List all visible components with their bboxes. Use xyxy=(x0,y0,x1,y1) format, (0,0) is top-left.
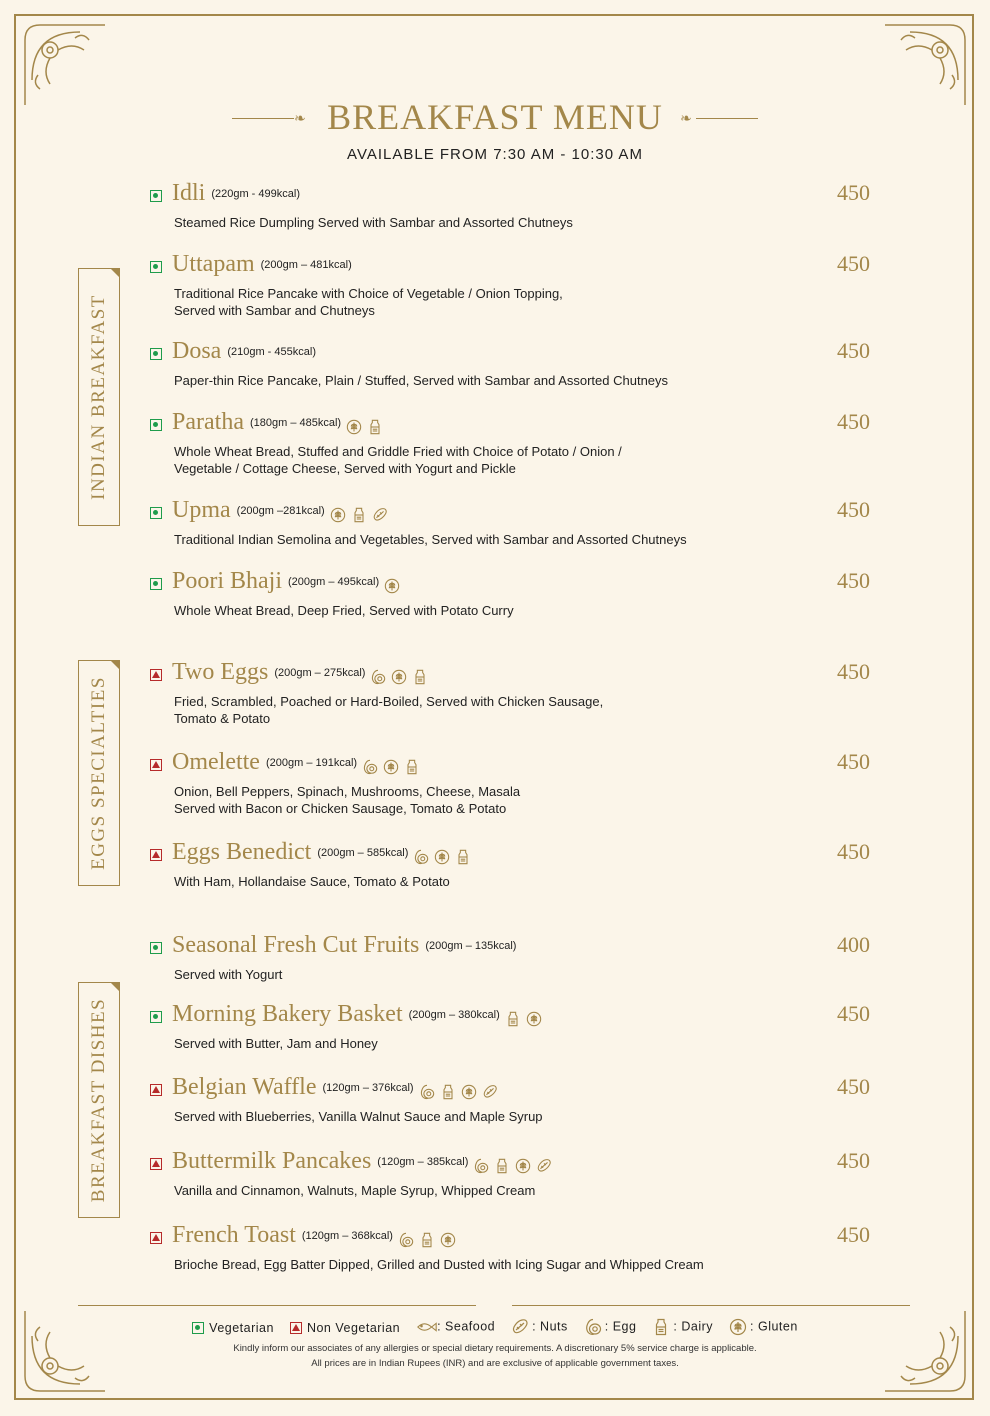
item-portion-kcal: (120gm – 368kcal) xyxy=(301,1230,393,1243)
legend-label: : Dairy xyxy=(673,1319,714,1334)
item-price: 450 xyxy=(837,659,870,684)
item-description: Traditional Rice Pancake with Choice of Vegetable / Onion Topping, xyxy=(174,286,563,301)
veg-mark-icon xyxy=(150,261,162,273)
item-portion-kcal: (200gm – 275kcal) xyxy=(274,667,366,680)
item-description: Served with Butter, Jam and Honey xyxy=(174,1036,378,1051)
item-title: Buttermilk Pancakes xyxy=(172,1148,372,1174)
egg-icon xyxy=(370,665,386,681)
dairy-icon xyxy=(652,1318,670,1336)
nuts-icon xyxy=(482,1080,498,1096)
item-price: 450 xyxy=(837,1001,870,1026)
legend-dairy xyxy=(652,1318,713,1336)
item-portion-kcal: (200gm – 380kcal) xyxy=(408,1009,500,1022)
item-price: 450 xyxy=(837,749,870,774)
legend-vegetarian xyxy=(192,1320,274,1335)
menu-item-name xyxy=(172,568,400,595)
item-description: Served with Sambar and Chutneys xyxy=(174,303,375,318)
gluten-icon xyxy=(383,755,399,771)
menu-item xyxy=(150,749,870,817)
item-description: With Ham, Hollandaise Sauce, Tomato & Potato xyxy=(174,874,450,889)
legend-label: : Nuts xyxy=(532,1319,568,1334)
menu-item-name xyxy=(172,497,388,524)
item-description: Traditional Indian Semolina and Vegetables, Served with Sambar and Assorted Chutneys xyxy=(174,532,687,547)
legend-label: Vegetarian xyxy=(209,1320,274,1335)
item-description: Onion, Bell Peppers, Spinach, Mushrooms, Cheese, Masala xyxy=(174,784,521,799)
dietary-legend xyxy=(0,1318,990,1336)
item-price: 450 xyxy=(837,180,870,205)
egg-icon xyxy=(473,1154,489,1170)
veg-mark-icon xyxy=(150,578,162,590)
nuts-icon xyxy=(372,503,388,519)
menu-item-name xyxy=(172,409,383,436)
section-tab-breakfast-dishes xyxy=(78,982,120,1218)
legend-label: : Gluten xyxy=(750,1319,798,1334)
egg-icon xyxy=(398,1228,414,1244)
section-label: EGGS SPECIALTIES xyxy=(88,676,109,870)
item-title: Idli xyxy=(172,180,206,206)
item-title: Upma xyxy=(172,497,231,523)
legend-label: : Seafood xyxy=(437,1319,496,1334)
veg-mark-icon xyxy=(150,419,162,431)
item-description: Served with Blueberries, Vanilla Walnut Sauce and Maple Syrup xyxy=(174,1109,543,1124)
menu-item-name xyxy=(172,1148,552,1175)
legend-non-vegetarian xyxy=(290,1320,400,1335)
dairy-icon xyxy=(440,1080,456,1096)
dairy-icon xyxy=(412,665,428,681)
item-price: 450 xyxy=(837,568,870,593)
item-description: Paper-thin Rice Pancake, Plain / Stuffed, Served with Sambar and Assorted Chutneys xyxy=(174,373,669,388)
dairy-icon xyxy=(505,1007,521,1023)
legend-nuts xyxy=(511,1318,568,1336)
dairy-icon xyxy=(351,503,367,519)
menu-item xyxy=(150,251,870,319)
footer-rule-right xyxy=(512,1305,910,1306)
nonveg-mark-icon xyxy=(150,1084,162,1096)
nonveg-mark-icon xyxy=(290,1322,302,1334)
dairy-icon xyxy=(455,845,471,861)
menu-item-name xyxy=(172,251,352,278)
item-title: French Toast xyxy=(172,1222,296,1248)
nonveg-mark-icon xyxy=(150,669,162,681)
menu-item xyxy=(150,932,870,983)
item-title: Omelette xyxy=(172,749,260,775)
gluten-icon xyxy=(330,503,346,519)
menu-item xyxy=(150,409,870,477)
gluten-icon xyxy=(526,1007,542,1023)
item-price: 450 xyxy=(837,251,870,276)
item-portion-kcal: (200gm – 191kcal) xyxy=(265,757,358,770)
menu-item xyxy=(150,1074,870,1125)
item-title: Morning Bakery Basket xyxy=(172,1001,403,1027)
item-description: Steamed Rice Dumpling Served with Sambar and Assorted Chutneys xyxy=(174,215,573,230)
item-price: 450 xyxy=(837,497,870,522)
item-price: 450 xyxy=(837,1222,870,1247)
menu-item xyxy=(150,1148,870,1199)
legend-label: : Egg xyxy=(604,1319,637,1334)
gluten-icon xyxy=(434,845,450,861)
menu-item xyxy=(150,839,870,890)
item-description: Served with Yogurt xyxy=(174,967,283,982)
dairy-icon xyxy=(494,1154,510,1170)
item-portion-kcal: (200gm – 495kcal) xyxy=(288,576,380,589)
item-title: Two Eggs xyxy=(172,659,269,685)
title-ornament-right: ❧ xyxy=(680,110,692,126)
gluten-icon xyxy=(440,1228,456,1244)
section-tab-eggs-specialties xyxy=(78,660,120,886)
item-description: Vanilla and Cinnamon, Walnuts, Maple Syrup, Whipped Cream xyxy=(174,1183,536,1198)
veg-mark-icon xyxy=(150,348,162,360)
section-tab-indian-breakfast xyxy=(78,268,120,526)
item-description: Whole Wheat Bread, Stuffed and Griddle Fried with Choice of Potato / Onion / xyxy=(174,444,622,459)
menu-item-name xyxy=(172,1074,498,1101)
item-portion-kcal: (120gm – 376kcal) xyxy=(322,1082,414,1095)
item-description: Tomato & Potato xyxy=(174,711,271,726)
menu-item xyxy=(150,180,870,231)
item-portion-kcal: (200gm – 585kcal) xyxy=(317,847,409,860)
item-portion-kcal: (180gm – 485kcal) xyxy=(249,417,342,430)
availability-subtitle: AVAILABLE FROM 7:30 AM - 10:30 AM xyxy=(347,146,643,163)
item-title: Seasonal Fresh Cut Fruits xyxy=(172,932,420,958)
nuts-icon xyxy=(511,1318,529,1336)
menu-item-name xyxy=(172,749,420,776)
veg-mark-icon xyxy=(192,1322,204,1334)
egg-icon xyxy=(362,755,378,771)
egg-icon xyxy=(419,1080,435,1096)
gluten-icon xyxy=(729,1318,747,1336)
item-portion-kcal: (220gm - 499kcal) xyxy=(211,188,300,201)
item-title: Belgian Waffle xyxy=(172,1074,317,1100)
item-description: Brioche Bread, Egg Batter Dipped, Grilled and Dusted with Icing Sugar and Whipped Cream xyxy=(174,1257,704,1272)
item-portion-kcal: (200gm – 481kcal) xyxy=(260,259,352,272)
item-price: 450 xyxy=(837,409,870,434)
veg-mark-icon xyxy=(150,190,162,202)
item-price: 450 xyxy=(837,338,870,363)
legend-label: Non Vegetarian xyxy=(306,1320,401,1335)
nonveg-mark-icon xyxy=(150,849,162,861)
nonveg-mark-icon xyxy=(150,759,162,771)
item-title: Paratha xyxy=(172,409,244,435)
item-description: Served with Bacon or Chicken Sausage, Tomato & Potato xyxy=(174,801,507,816)
nuts-icon xyxy=(536,1154,552,1170)
footer-rule-left xyxy=(78,1305,476,1306)
item-title: Dosa xyxy=(172,338,222,364)
item-price: 400 xyxy=(837,932,870,957)
egg-icon xyxy=(413,845,429,861)
menu-item xyxy=(150,497,870,548)
title-ornament-left: ❧ xyxy=(294,110,306,126)
item-description: Vegetable / Cottage Cheese, Served with Yogurt and Pickle xyxy=(174,461,516,476)
legend-egg xyxy=(584,1318,637,1336)
gluten-icon xyxy=(391,665,407,681)
item-price: 450 xyxy=(837,1148,870,1173)
menu-item-name xyxy=(172,659,428,686)
item-price: 450 xyxy=(837,839,870,864)
menu-item xyxy=(150,568,870,619)
item-title: Eggs Benedict xyxy=(172,839,312,865)
dairy-icon xyxy=(419,1228,435,1244)
menu-item-name xyxy=(172,1222,456,1249)
item-title: Uttapam xyxy=(172,251,255,277)
menu-item-name xyxy=(172,839,471,866)
menu-item-name xyxy=(172,1001,542,1028)
gluten-icon xyxy=(461,1080,477,1096)
gluten-icon xyxy=(515,1154,531,1170)
legend-gluten xyxy=(729,1318,798,1336)
veg-mark-icon xyxy=(150,1011,162,1023)
price-note: All prices are in Indian Rupees (INR) and are exclusive of applicable government taxes. xyxy=(311,1358,679,1369)
gluten-icon xyxy=(384,574,400,590)
section-label: BREAKFAST DISHES xyxy=(88,997,109,1203)
menu-item xyxy=(150,1001,870,1052)
dairy-icon xyxy=(367,415,383,431)
item-portion-kcal: (120gm – 385kcal) xyxy=(377,1156,469,1169)
page-title: BREAKFAST MENU xyxy=(327,97,663,137)
item-portion-kcal: (200gm –281kcal) xyxy=(236,505,325,518)
dairy-icon xyxy=(404,755,420,771)
item-title: Poori Bhaji xyxy=(172,568,283,594)
title-rule-right xyxy=(696,118,758,119)
veg-mark-icon xyxy=(150,507,162,519)
item-description: Fried, Scrambled, Poached or Hard-Boiled, Served with Chicken Sausage, xyxy=(174,694,604,709)
item-description: Whole Wheat Bread, Deep Fried, Served with Potato Curry xyxy=(174,603,514,618)
egg-icon xyxy=(584,1318,602,1336)
seafood-icon xyxy=(416,1318,434,1336)
legend-seafood xyxy=(416,1318,495,1336)
section-label: INDIAN BREAKFAST xyxy=(88,294,109,500)
menu-item-name xyxy=(172,932,516,959)
menu-item-name xyxy=(172,338,316,365)
veg-mark-icon xyxy=(150,942,162,954)
item-portion-kcal: (200gm – 135kcal) xyxy=(425,940,517,953)
nonveg-mark-icon xyxy=(150,1158,162,1170)
item-portion-kcal: (210gm - 455kcal) xyxy=(227,346,316,359)
menu-item-name xyxy=(172,180,300,207)
nonveg-mark-icon xyxy=(150,1232,162,1244)
menu-item xyxy=(150,659,870,727)
gluten-icon xyxy=(346,415,362,431)
menu-item xyxy=(150,1222,870,1273)
allergy-note: Kindly inform our associates of any allergies or special dietary requirements. A discretionary 5% service charge is applicable. xyxy=(233,1343,757,1354)
menu-item xyxy=(150,338,870,389)
item-price: 450 xyxy=(837,1074,870,1099)
